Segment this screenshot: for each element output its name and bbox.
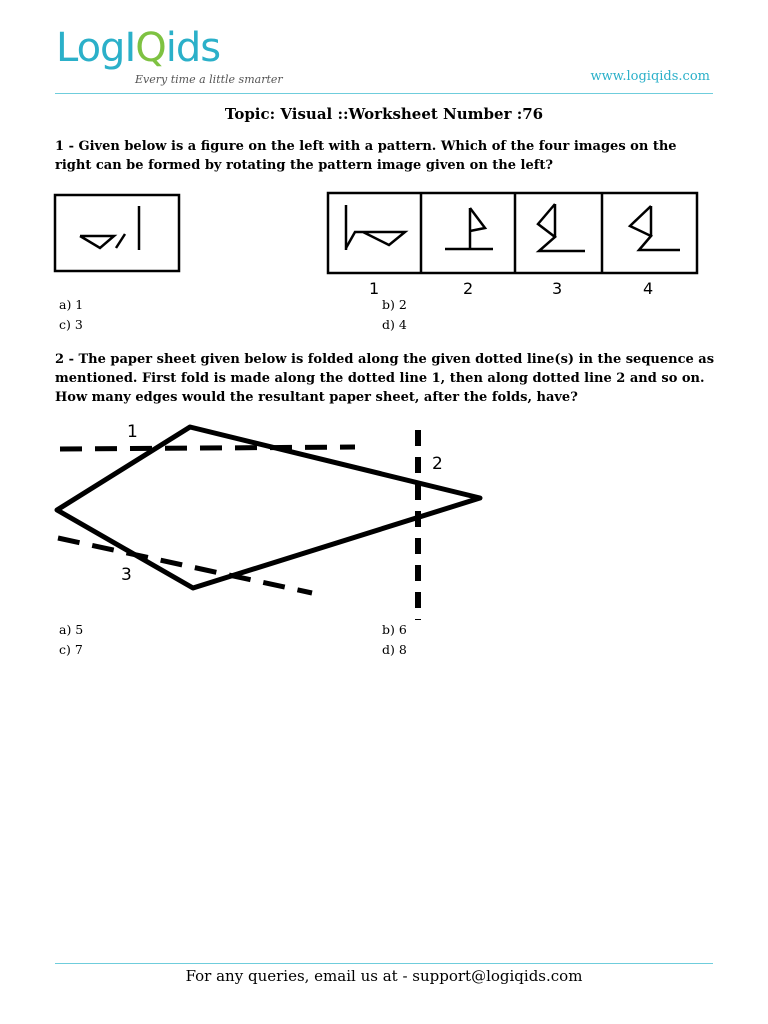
pattern-stroke [116, 234, 125, 248]
fold-line-label-2: 2 [432, 454, 443, 474]
logo-tagline: Every time a little smarter [135, 73, 283, 86]
logiqids-logo [56, 25, 221, 71]
logo-text-q: Q [135, 25, 166, 71]
pattern-shape [80, 236, 114, 248]
question-2-option-a[interactable]: a) 5 [59, 622, 84, 637]
question-2-text: 2 - The paper sheet given below is folded along the given dotted line(s) in the sequence as mentioned. First fold is made along the dotted line 1, then along dotted line 2 and so on. How many edges would the resultant paper sheet, after the folds, have? [55, 352, 715, 405]
option-figure-3 [538, 204, 585, 251]
paper-sheet-shape [57, 427, 480, 588]
question-2-fold-figure [50, 415, 490, 625]
logo-text-start: LogI [56, 25, 136, 71]
option-figure-4 [630, 206, 680, 250]
site-url-link[interactable]: www.logiqids.com [590, 69, 710, 84]
question-2-option-c[interactable]: c) 7 [59, 642, 83, 657]
footer-contact: For any queries, email us at - support@logiqids.com [185, 967, 583, 985]
footer-divider [55, 963, 713, 964]
question-2-option-d[interactable]: d) 8 [382, 642, 407, 657]
question-1-pattern-figure [50, 190, 185, 275]
fold-line-label-3: 3 [121, 565, 132, 585]
logo-text-end: ids [165, 25, 221, 71]
option-figure-label-4: 4 [643, 279, 654, 298]
fold-line-label-1: 1 [127, 422, 138, 442]
option-figure-label-1: 1 [369, 279, 380, 298]
fold-line-1 [60, 447, 355, 449]
option-figure-2 [445, 208, 493, 249]
question-2-option-b[interactable]: b) 6 [382, 622, 407, 637]
worksheet-topic: Topic: Visual ::Worksheet Number :76 [224, 105, 544, 123]
question-1-option-a[interactable]: a) 1 [59, 297, 84, 312]
question-1-option-c[interactable]: c) 3 [59, 317, 83, 332]
question-1-option-figures [325, 190, 705, 302]
question-1-text: 1 - Given below is a figure on the left with a pattern. Which of the four images on the right can be formed by rotating the pattern image given on the left? [55, 139, 677, 173]
header-divider [55, 93, 713, 94]
option-figure-1 [346, 205, 405, 250]
option-figure-label-2: 2 [463, 279, 474, 298]
question-1-option-b[interactable]: b) 2 [382, 297, 407, 312]
option-figure-label-3: 3 [552, 279, 563, 298]
page-header [0, 0, 768, 100]
pattern-frame [55, 195, 179, 271]
question-1-option-d[interactable]: d) 4 [382, 317, 407, 332]
